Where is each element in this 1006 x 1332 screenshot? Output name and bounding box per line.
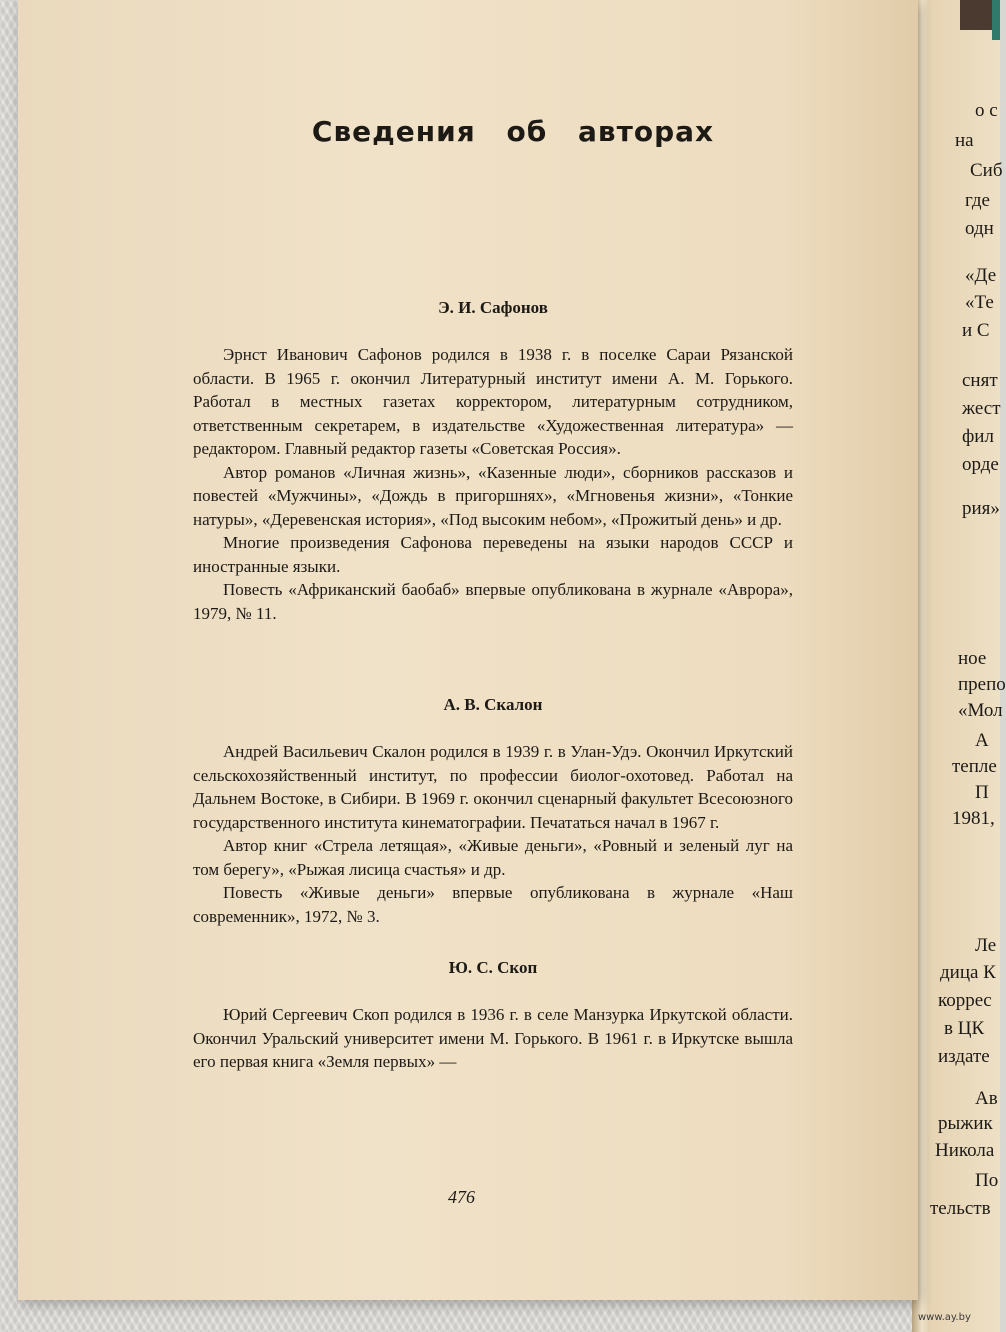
right-page-fragment: Сиб (970, 160, 1003, 181)
author-section-skop (193, 958, 793, 1074)
right-page-fragment: о с (975, 100, 998, 121)
right-page-fragment: снят (962, 370, 998, 391)
page-number: 476 (448, 1187, 475, 1207)
right-page-fragment: издате (938, 1046, 990, 1067)
paragraph: Многие произведения Сафонова переведены на языки народов СССР и иностранные языки. (193, 533, 793, 576)
right-page-fragment: «Де (965, 265, 997, 286)
author-heading: Ю. С. Скоп (448, 958, 538, 977)
right-page-fragment: и С (962, 320, 990, 341)
right-page-fragment: одн (965, 218, 994, 239)
author-heading: А. В. Скалон (443, 695, 543, 714)
right-page-fragment: препо (958, 674, 1006, 695)
right-page-fragment: корреc (938, 990, 992, 1011)
right-page-fragment: дица К (940, 962, 996, 983)
paragraph: Эрнст Иванович Сафонов родился в 1938 г. в поселке Сараи Рязанской области. В 1965 г. окончил Литературный институт имени А. М. Горького. Работал в местных газетах корректором, литературным сотрудником, ответственным секретарем, в издательстве «Художественная литература» — редактором. Главный редактор газеты «Советская Россия». (193, 345, 793, 458)
right-page-fragment: тельств (930, 1198, 991, 1219)
author-heading: Э. И. Сафонов (438, 298, 548, 317)
page-title: Сведения об авторах (311, 115, 715, 148)
right-page-fragment: «Те (965, 292, 994, 313)
paragraph: Повесть «Живые деньги» впервые опубликована в журнале «Наш современник», 1972, № 3. (193, 883, 793, 926)
right-page-fragment: где (965, 190, 990, 211)
paragraph: Андрей Васильевич Скалон родился в 1939 г. в Улан-Удэ. Окончил Иркутский сельскохозяйственный институт, по профессии биолог-охотовед. Работал на Дальнем Востоке, в Сибири. В 1969 г. окончил сценарный факультет Всесоюзного государственного института кинематографии. Печататься начал в 1967 г. (193, 742, 793, 832)
right-page-fragment: 1981, (952, 808, 995, 829)
right-page-fragment: фил (962, 426, 994, 447)
paragraph: Автор книг «Стрела летящая», «Живые деньги», «Ровный и зеленый луг на том берегу», «Рыжая лисица счастья» и др. (193, 836, 793, 879)
right-page-fragment: П (975, 782, 989, 803)
right-page-fragment: Ав (975, 1088, 998, 1109)
bookmark-ribbon (992, 0, 1000, 40)
right-page-fragment: рыжик (938, 1113, 993, 1134)
paragraph: Автор романов «Личная жизнь», «Казенные люди», сборников рассказов и повестей «Мужчины», «Дождь в пригоршнях», «Мгновенья жизни», «Тонкие натуры», «Деревенская история», «Под высоким небом», «Прожитый день» и др. (193, 462, 793, 529)
right-page-fragment: тепле (952, 756, 997, 777)
right-page-fragment: ное (958, 648, 987, 669)
paragraph: Повесть «Африканский баобаб» впервые опубликована в журнале «Аврора», 1979, № 11. (193, 580, 793, 623)
right-page-fragment: рия» (962, 498, 1000, 519)
right-page-fragment: Никола (935, 1140, 995, 1161)
right-page-fragment: орде (962, 454, 999, 475)
right-page-fragment: на (955, 130, 974, 151)
right-page-fragment: в ЦК (944, 1018, 985, 1039)
right-page-fragment: «Мол (958, 700, 1003, 721)
author-section-safonov (193, 298, 793, 625)
paragraph: Юрий Сергеевич Скоп родился в 1936 г. в селе Манзурка Иркутской области. Окончил Уральский университет имени М. Горького. В 1961 г. в Иркутске вышла его первая книга «Земля первых» — (193, 1005, 793, 1071)
watermark: www.ay.by (918, 1312, 971, 1323)
author-section-skalon (193, 695, 793, 928)
right-page-fragment: Ле (975, 935, 997, 956)
right-page-fragment: А (975, 730, 989, 751)
right-page-fragment: По (975, 1170, 999, 1191)
right-page-fragment: жест (962, 398, 1001, 419)
book-page (18, 0, 918, 1300)
page-content (193, 115, 793, 1104)
